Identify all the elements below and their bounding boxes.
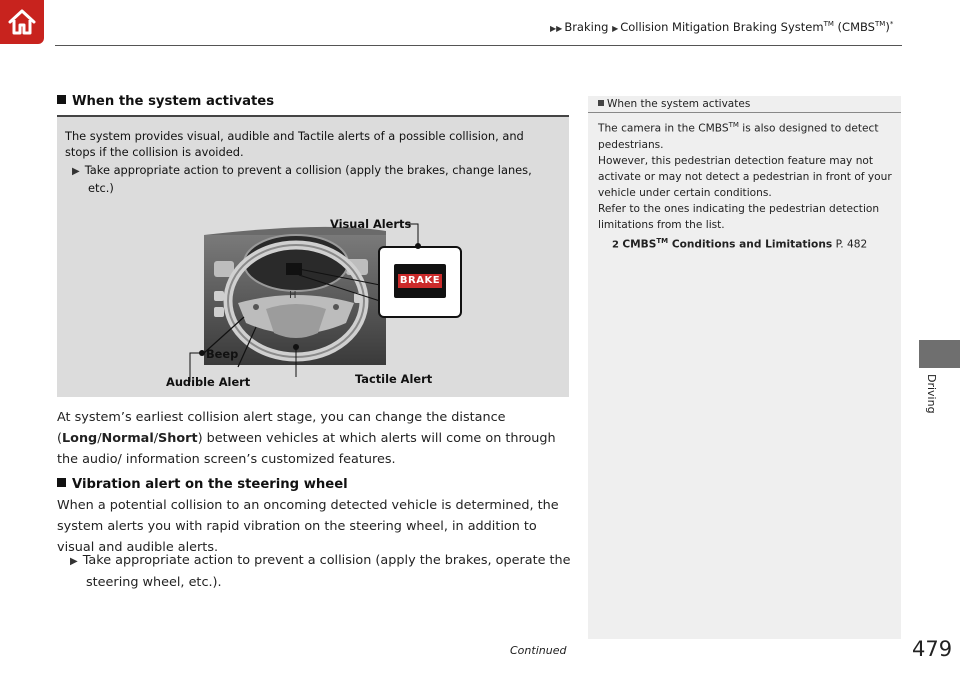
breadcrumb-item-cmbs[interactable]: Collision Mitigation Braking System [620,20,824,34]
page-number: 479 [912,637,953,661]
vibration-action: ▶ Take appropriate action to prevent a collision (apply the brakes, operate the steering wheel, etc.). [70,553,571,590]
option-long: Long [62,431,98,446]
sidebar-title: When the system activates [598,98,750,110]
note-marker-icon [598,100,604,106]
option-short: Short [158,431,198,446]
breadcrumb-arrow-icon: ▶ [612,24,619,33]
arrow-icon: ▶ [70,556,78,567]
callout-visual-alerts: Visual Alerts [330,217,412,231]
info-description: The system provides visual, audible and Tactile alerts of a possible collision, and stops if the collision is avoided. [65,129,524,159]
continued-label: Continued [510,644,567,657]
brake-indicator: BRAKE [399,275,441,286]
header-divider [55,45,902,46]
sidebar-body: The camera in the CMBS™ is also designed to detect pedestrians. However, this pedestrian detection feature may not activate or may not detect a pedestrian in front of your vehicle under certain conditions. Refer to the ones indicating the pedestrian detection limitations from the list. 2 CMBS™ Conditions and Limitations P. 482 [598,117,894,253]
callout-leaders [150,212,450,392]
distance-setting-paragraph: At system’s earliest collision alert stage, you can change the distance (Long/Normal/Short) between vehicles at which alerts will come on through the audio/ information screen’s customized features. [57,410,556,467]
breadcrumb-arrow-icon: ▶▶ [550,24,563,33]
chapter-label: Driving [925,374,938,414]
svg-text:H: H [289,290,297,301]
info-action: ▶ Take appropriate action to prevent a collision (apply the brakes, change lanes, etc.) [72,163,532,195]
callout-tactile-alert: Tactile Alert [355,372,433,386]
breadcrumb [550,20,893,34]
section-heading-vibration: Vibration alert on the steering wheel [57,477,348,492]
callout-audible-alert: Audible Alert [166,375,251,389]
sidebar-reference-link[interactable]: 2 CMBS™ Conditions and Limitations P. 482 [612,236,868,251]
arrow-icon: ▶ [72,166,80,177]
square-bullet-icon [57,95,66,104]
asterisk: * [889,20,894,29]
info-box-rule [57,115,569,117]
trademark: TM [823,20,834,29]
home-button[interactable] [0,0,44,44]
vibration-paragraph: When a potential collision to an oncoming detected vehicle is determined, the system alerts you with rapid vibration on the steering wheel, in addition to visual and audible alerts. [57,498,559,555]
breadcrumb-item-braking[interactable]: Braking [564,20,609,34]
reference-arrow-icon: 2 [612,239,619,251]
breadcrumb-abbr: (CMBS [837,20,875,34]
trademark: TM [874,20,886,29]
callout-beep: Beep [206,347,239,361]
section-heading-activation: When the system activates [57,94,274,109]
chapter-tab[interactable] [919,340,960,368]
option-normal: Normal [101,431,154,446]
breadcrumb-abbr-close: ) [885,20,890,34]
home-icon [7,7,37,37]
sidebar-divider [588,112,901,113]
square-bullet-icon [57,478,66,487]
